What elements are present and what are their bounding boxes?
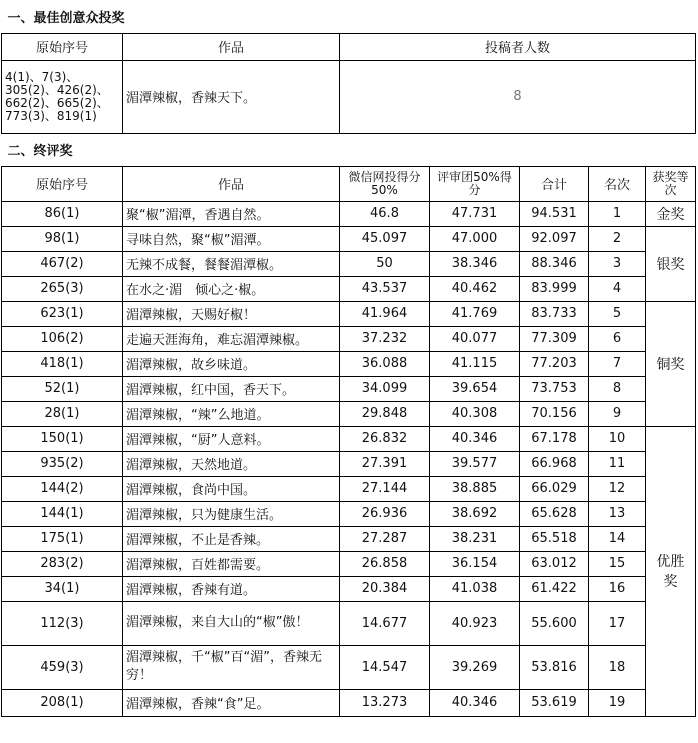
- row-wechat: 14.677: [340, 601, 430, 645]
- header-work: 作品: [123, 166, 340, 201]
- table-row: [2, 301, 696, 326]
- row-rank: 4: [589, 276, 646, 301]
- table-row: [2, 376, 696, 401]
- row-work: 无辣不成餐，餐餐湄潭椒。: [123, 251, 340, 276]
- row-id: 144(2): [2, 476, 123, 501]
- row-jury: 39.654: [430, 376, 520, 401]
- row-jury: 40.346: [430, 689, 520, 716]
- row-total: 70.156: [520, 401, 589, 426]
- section1-header-count: 投稿者人数: [340, 33, 696, 60]
- row-total: 63.012: [520, 551, 589, 576]
- row-id: 98(1): [2, 226, 123, 251]
- row-jury: 41.038: [430, 576, 520, 601]
- row-id: 265(3): [2, 276, 123, 301]
- row-wechat: 29.848: [340, 401, 430, 426]
- row-jury: 38.346: [430, 251, 520, 276]
- row-wechat: 36.088: [340, 351, 430, 376]
- section2-title-row: [2, 133, 696, 166]
- table-row: [2, 326, 696, 351]
- table-row: [2, 251, 696, 276]
- section1-header-work: 作品: [123, 33, 340, 60]
- row-jury: 40.077: [430, 326, 520, 351]
- row-total: 61.422: [520, 576, 589, 601]
- row-jury: 36.154: [430, 551, 520, 576]
- row-jury: 38.231: [430, 526, 520, 551]
- row-wechat: 27.391: [340, 451, 430, 476]
- row-rank: 11: [589, 451, 646, 476]
- row-id: 283(2): [2, 551, 123, 576]
- row-total: 88.346: [520, 251, 589, 276]
- row-id: 52(1): [2, 376, 123, 401]
- row-total: 67.178: [520, 426, 589, 451]
- results-table: [1, 0, 696, 717]
- row-total: 53.816: [520, 645, 589, 689]
- section1-count: 8: [340, 60, 696, 133]
- row-jury: 40.923: [430, 601, 520, 645]
- row-id: 208(1): [2, 689, 123, 716]
- row-total: 55.600: [520, 601, 589, 645]
- row-work: 湄潭辣椒，天然地道。: [123, 451, 340, 476]
- header-rank: 名次: [589, 166, 646, 201]
- row-rank: 12: [589, 476, 646, 501]
- row-total: 83.999: [520, 276, 589, 301]
- table-row: [2, 226, 696, 251]
- row-work: 湄潭辣椒，食尚中国。: [123, 476, 340, 501]
- row-work: 湄潭辣椒，红中国，香天下。: [123, 376, 340, 401]
- table-row: [2, 426, 696, 451]
- header-wechat: 微信网投得分50%: [340, 166, 430, 201]
- row-id: 86(1): [2, 201, 123, 226]
- row-id: 106(2): [2, 326, 123, 351]
- row-rank: 15: [589, 551, 646, 576]
- row-id: 144(1): [2, 501, 123, 526]
- row-jury: 39.577: [430, 451, 520, 476]
- table-row: [2, 551, 696, 576]
- table-row: [2, 576, 696, 601]
- row-rank: 16: [589, 576, 646, 601]
- award-gold: 金奖: [646, 201, 696, 226]
- row-total: 94.531: [520, 201, 589, 226]
- table-row: [2, 351, 696, 376]
- row-id: 150(1): [2, 426, 123, 451]
- section1-row: [2, 60, 696, 133]
- row-total: 77.203: [520, 351, 589, 376]
- header-total: 合计: [520, 166, 589, 201]
- row-rank: 17: [589, 601, 646, 645]
- row-wechat: 34.099: [340, 376, 430, 401]
- row-id: 935(2): [2, 451, 123, 476]
- row-wechat: 43.537: [340, 276, 430, 301]
- row-id: 175(1): [2, 526, 123, 551]
- row-rank: 9: [589, 401, 646, 426]
- award-silver: 银奖: [646, 226, 696, 301]
- row-work: 湄潭辣椒，香辣“食”足。: [123, 689, 340, 716]
- row-work: 湄潭辣椒，来自大山的“椒”傲！: [123, 601, 340, 645]
- row-work: 湄潭辣椒，不止是香辣。: [123, 526, 340, 551]
- section1-work: 湄潭辣椒，香辣天下。: [123, 60, 340, 133]
- row-wechat: 50: [340, 251, 430, 276]
- row-id: 418(1): [2, 351, 123, 376]
- row-jury: 40.308: [430, 401, 520, 426]
- row-jury: 41.769: [430, 301, 520, 326]
- table-row: [2, 276, 696, 301]
- section2-title: 二、终评奖: [2, 133, 696, 166]
- row-wechat: 46.8: [340, 201, 430, 226]
- row-jury: 41.115: [430, 351, 520, 376]
- section1-title-row: [2, 0, 696, 33]
- section1-header-id: 原始序号: [2, 33, 123, 60]
- table-row: [2, 401, 696, 426]
- row-rank: 19: [589, 689, 646, 716]
- row-wechat: 26.832: [340, 426, 430, 451]
- table-row: [2, 526, 696, 551]
- table-row: [2, 645, 696, 689]
- award-bronze: 铜奖: [646, 301, 696, 426]
- row-total: 77.309: [520, 326, 589, 351]
- row-total: 66.968: [520, 451, 589, 476]
- row-jury: 39.269: [430, 645, 520, 689]
- row-work: 寻味自然，聚“椒”湄潭。: [123, 226, 340, 251]
- row-total: 65.628: [520, 501, 589, 526]
- row-id: 459(3): [2, 645, 123, 689]
- row-wechat: 13.273: [340, 689, 430, 716]
- table-row: [2, 689, 696, 716]
- row-rank: 10: [589, 426, 646, 451]
- row-id: 623(1): [2, 301, 123, 326]
- row-work: 走遍天涯海角，难忘湄潭辣椒。: [123, 326, 340, 351]
- row-rank: 18: [589, 645, 646, 689]
- header-jury: 评审团50%得分: [430, 166, 520, 201]
- row-rank: 13: [589, 501, 646, 526]
- section1-title: 一、最佳创意众投奖: [2, 0, 696, 33]
- row-work: 聚“椒”湄潭，香遇自然。: [123, 201, 340, 226]
- table-row: [2, 451, 696, 476]
- row-rank: 7: [589, 351, 646, 376]
- row-jury: 40.462: [430, 276, 520, 301]
- row-total: 53.619: [520, 689, 589, 716]
- row-work: 湄潭辣椒，故乡味道。: [123, 351, 340, 376]
- table-row: [2, 476, 696, 501]
- row-wechat: 14.547: [340, 645, 430, 689]
- row-work: 湄潭辣椒，百姓都需要。: [123, 551, 340, 576]
- row-id: 28(1): [2, 401, 123, 426]
- row-wechat: 26.858: [340, 551, 430, 576]
- row-wechat: 27.287: [340, 526, 430, 551]
- row-rank: 2: [589, 226, 646, 251]
- header-award: 获奖等次: [646, 166, 696, 201]
- row-wechat: 37.232: [340, 326, 430, 351]
- section1-ids: 4(1)、7(3)、305(2)、426(2)、662(2)、665(2)、773(3)、819(1): [2, 60, 123, 133]
- table-row: [2, 201, 696, 226]
- row-total: 66.029: [520, 476, 589, 501]
- row-work: 湄潭辣椒，千“椒”百“湄”，香辣无穷！: [123, 645, 340, 689]
- row-jury: 38.885: [430, 476, 520, 501]
- row-total: 92.097: [520, 226, 589, 251]
- row-rank: 3: [589, 251, 646, 276]
- row-work: 湄潭辣椒，只为健康生活。: [123, 501, 340, 526]
- row-wechat: 41.964: [340, 301, 430, 326]
- row-work: 湄潭辣椒，“辣”么地道。: [123, 401, 340, 426]
- row-wechat: 26.936: [340, 501, 430, 526]
- row-rank: 5: [589, 301, 646, 326]
- row-jury: 47.000: [430, 226, 520, 251]
- row-work: 在水之·湄 倾心之·椒。: [123, 276, 340, 301]
- header-id: 原始序号: [2, 166, 123, 201]
- row-total: 73.753: [520, 376, 589, 401]
- row-wechat: 27.144: [340, 476, 430, 501]
- row-id: 112(3): [2, 601, 123, 645]
- row-rank: 14: [589, 526, 646, 551]
- award-merit: 优胜奖: [646, 426, 696, 716]
- section2-header-row: [2, 166, 696, 201]
- row-wechat: 45.097: [340, 226, 430, 251]
- row-jury: 47.731: [430, 201, 520, 226]
- row-id: 34(1): [2, 576, 123, 601]
- row-work: 湄潭辣椒，香辣有道。: [123, 576, 340, 601]
- row-jury: 38.692: [430, 501, 520, 526]
- row-rank: 8: [589, 376, 646, 401]
- table-row: [2, 501, 696, 526]
- row-total: 65.518: [520, 526, 589, 551]
- row-total: 83.733: [520, 301, 589, 326]
- row-id: 467(2): [2, 251, 123, 276]
- row-jury: 40.346: [430, 426, 520, 451]
- table-row: [2, 601, 696, 645]
- row-rank: 1: [589, 201, 646, 226]
- row-rank: 6: [589, 326, 646, 351]
- row-wechat: 20.384: [340, 576, 430, 601]
- row-work: 湄潭辣椒，天赐好椒！: [123, 301, 340, 326]
- section1-header-row: [2, 33, 696, 60]
- row-work: 湄潭辣椒，“厨”人意料。: [123, 426, 340, 451]
